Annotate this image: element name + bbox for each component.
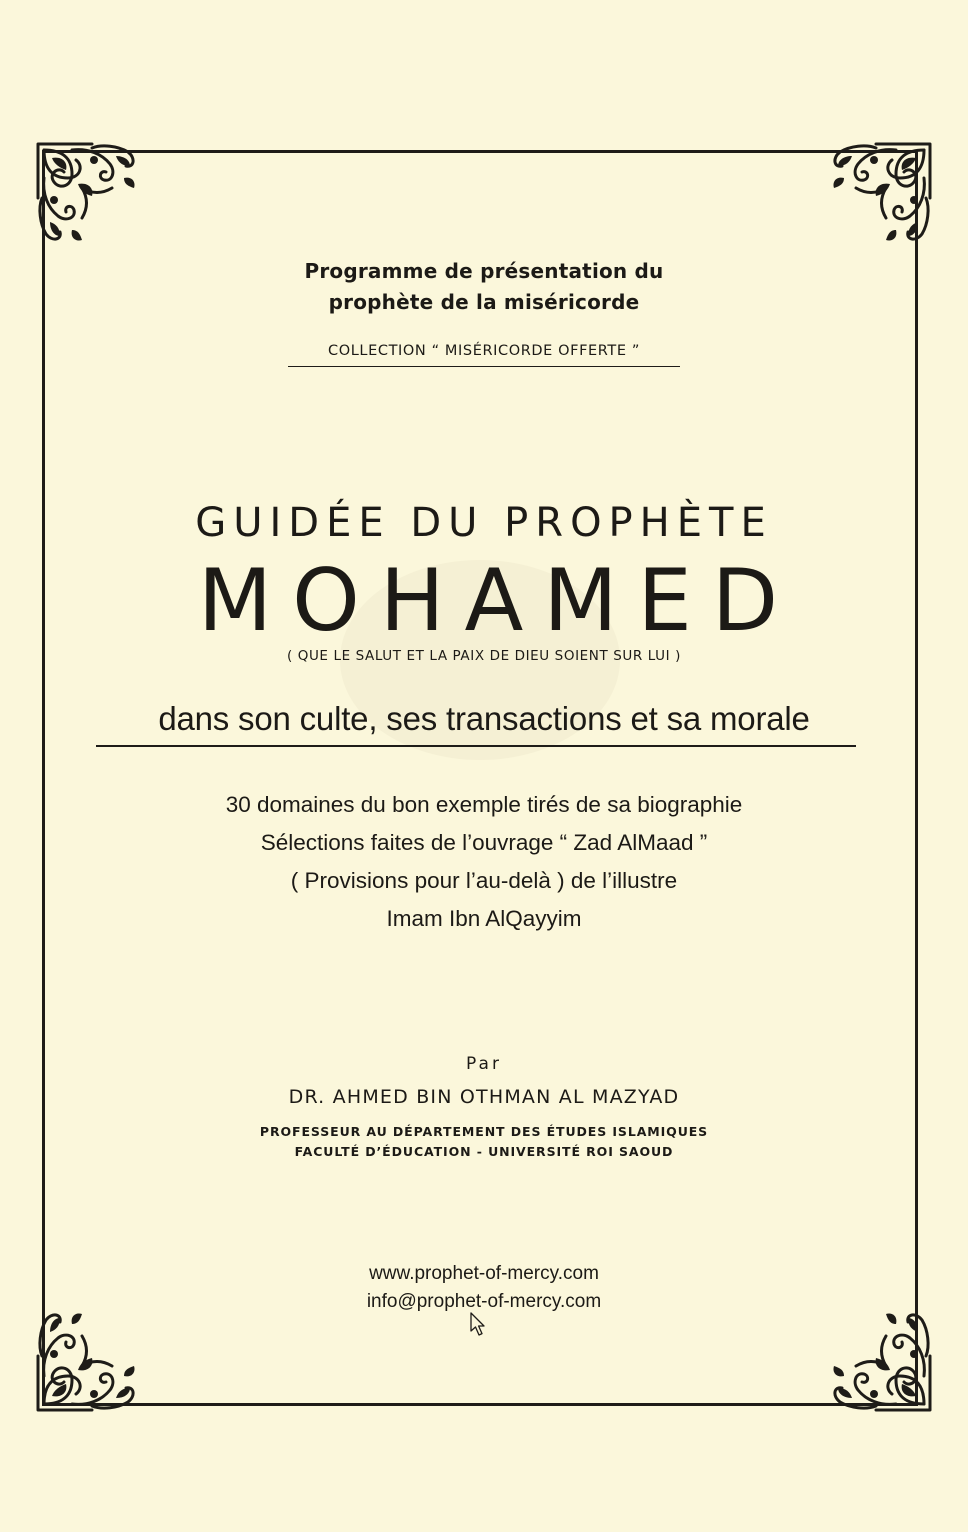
author-position [0, 1122, 968, 1162]
program-line-1: Programme de présentation du [304, 259, 664, 283]
email-link[interactable]: info@prophet-of-mercy.com [366, 1291, 602, 1312]
subtitle-underline [96, 745, 856, 747]
header-divider [288, 366, 680, 367]
description-line-1: 30 domaines du bon exemple tirés de sa biographie [225, 792, 743, 817]
website-link[interactable]: www.prophet-of-mercy.com [369, 1263, 599, 1284]
author-position-line-2: FACULTÉ D’ÉDUCATION - UNIVERSITÉ ROI SAOUD [294, 1144, 674, 1159]
subtitle: dans son culte, ses transactions et sa morale [158, 700, 810, 737]
title-line-2: MOHAMED [197, 551, 799, 651]
description-line-4: Imam Ibn AlQayyim [386, 906, 582, 931]
collection-label: COLLECTION “ MISÉRICORDE OFFERTE ” [328, 343, 640, 359]
program-line-2: prophète de la miséricorde [328, 290, 640, 314]
mouse-pointer-icon [470, 1312, 486, 1338]
author-name: DR. AHMED BIN OTHMAN AL MAZYAD [288, 1086, 680, 1108]
description-block [0, 786, 968, 938]
title-blessing: ( QUE LE SALUT ET LA PAIX DE DIEU SOIENT SUR LUI ) [286, 648, 682, 664]
corner-ornament-top-left-icon [32, 138, 152, 258]
title-line-1: GUIDÉE DU PROPHÈTE [195, 500, 773, 546]
description-line-2: Sélections faites de l’ouvrage “ Zad AlMaad ” [260, 830, 708, 855]
contact-block [0, 1260, 968, 1316]
by-label: Par [466, 1054, 502, 1074]
decorative-frame [42, 150, 918, 1406]
corner-ornament-top-right-icon [816, 138, 936, 258]
description-line-3: ( Provisions pour l’au-delà ) de l’illustre [290, 868, 678, 893]
author-position-line-1: PROFESSEUR AU DÉPARTEMENT DES ÉTUDES ISLAMIQUES [259, 1124, 709, 1139]
program-heading [0, 256, 968, 318]
